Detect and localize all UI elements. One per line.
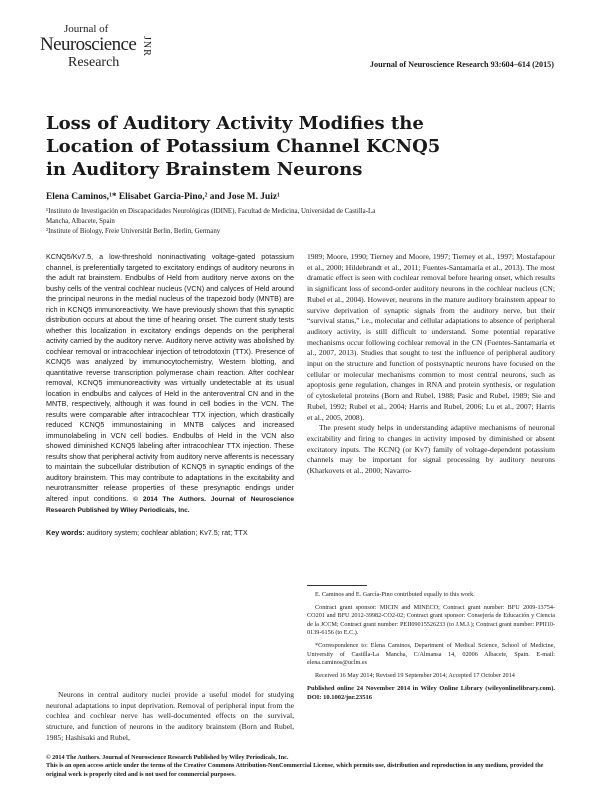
footnotes [307, 591, 555, 706]
footnote-dates: Received 16 May 2014; Revised 19 September 2014; Accepted 17 October 2014 [315, 671, 515, 679]
introduction-left-column [46, 690, 294, 744]
footer-copyright: © 2014 The Authors. Journal of Neuroscience Research Published by Wiley Periodicals, Inc. [46, 754, 289, 761]
logo-line-journal-of: Journal of [64, 23, 109, 35]
author-list: Elena Caminos,¹* Elisabet Garcia-Pino,² and Jose M. Juiz¹ [46, 192, 280, 202]
affiliation-1: ¹Instituto de Investigación en Discapacidades Neurológicas (IDINE), Facultad de Medicina, Universidad de Castilla-La Mancha, Albacete, Spain [46, 208, 376, 225]
footnote-correspondence: *Correspondence to: Elena Caminos, Department of Medical Science, School of Medicine, University of Castilla-La Mancha, C/Almansa 14, 02006 Albacete, Spain. E-mail: elena.caminos@uclm.es [307, 641, 555, 667]
keywords-text: auditory system; cochlear ablation; Kv7.5; rat; TTX [86, 528, 248, 537]
intro-paragraph: Neurons in central auditory nuclei provide a useful model for studying neuronal adaptations to input deprivation. Removal of peripheral input from the cochlea and cochlear nerve has well-documented effects on the survival, structure, and function of neurons in the auditory brainstem (Born and Rubel, 1985; Hashisaki and Rubel, [46, 690, 294, 742]
footnote-divider [307, 585, 367, 586]
abstract-text: KCNQ5/Kv7.5, a low-threshold noninactivating voltage-gated potassium channel, is preferentially targeted to excitatory endings of auditory neurons in the adult rat brainstem. Endbulbs of Held from auditory nerve axons on the bushy cells of the ventral cochlear nucleus (VCN) and calyces of Held around the principal neurons in the medial nucleus of the trapezoid body (MNTB) are rich in KCNQ5 immunoreactivity. We have previously shown that this synaptic distribution occurs at about the time of hearing onset. The current study tests whether this localization in excitatory endings depends on the peripheral activity carried by the auditory nerve. Auditory nerve activity was abolished by cochlear removal or intracochlear injection of tetrodotoxin (TTX). Presence of KCNQ5 was analyzed by immunocytochemistry, Western blotting, and quantitative reverse transcription polymerase chain reaction. After cochlear removal, KCNQ5 immunoreactivity was virtually undetectable at its usual location in endbulbs and calyces of Held in the anteroventral CN and in the MNTB, respectively, although it was found in cell bodies in the VCN. The results were comparable after intracochlear TTX injection, which drastically reduced KCNQ5 immunostaining in MNTB calyces and increased immunolabeling in VCN cell bodies. Endbulbs of Held in the VCN also showed diminished KCNQ5 labeling after intracochlear TTX injection. These results show that peripheral activity from auditory nerve afferents is necessary to maintain the subcellular distribution of KCNQ5 in synaptic endings of the auditory brainstem. This may contribute to adaptations in the excitability and neurotransmitter release properties of these presynaptic endings under altered input conditions. [46, 252, 294, 503]
footnote-published: Published online 24 November 2014 in Wiley Online Library (wileyonlinelibrary.com). DOI: 10.1002/jnr.23516 [307, 685, 555, 702]
body-paragraph-2: The present study helps in understanding adaptive mechanisms of neuronal excitability and firing to changes in activity imposed by diminished or absent excitatory inputs. The KCNQ (or Kv7) family of voltage-dependent potassium channels may be important for signal processing by auditory neurons (Kharkovets et al., 2000; Navarro- [307, 423, 555, 476]
body-paragraph-1: 1989; Moore, 1990; Tierney and Moore, 1997; Tierney et al., 1997; Mostafapour et al., 2000; Hildebrandt et al., 2011; Fuentes-Santamaría et al., 2013). The most dramatic effect is seen with cochlear removal before hearing onset, which results in significant loss of second-order auditory neurons in the cochlear nucleus (CN; Rubel et al., 2004). However, neurons in the mature auditory brainstem appear to survive deprivation of synaptic signals from the auditory nerve, but their “survival status,” i.e., molecular and cellular adaptations to absence of peripheral auditory activity, is still difficult to understand. Some potential reparative mechanisms occur following cochlear removal in the CN (Fuentes-Santamaría et al., 2007, 2013). Studies that sought to test the influence of peripheral auditory input on the structure and function of postsynaptic neurons have focused on the cellular or molecular mechanisms common to most central neurons, such as apoptosis gene regulation, changes in RNA and protein synthesis, or regulation of cytoskeletal proteins (Born and Rubel, 1988; Pasic and Rubel, 1989; Sie and Rubel, 1992; Rubel et al., 2004; Harris and Rubel, 2006; Lu et al., 2007; Harris et al., 2005, 2008). [307, 252, 555, 422]
keywords-label: Key words: [46, 528, 85, 537]
logo-jnr: JNR [141, 36, 152, 57]
footnote-equal-contribution: E. Caminos and E. García-Pino contributed equally to this work. [315, 591, 475, 598]
abstract-copyright: © 2014 The Authors. Journal of Neuroscience Research Published by Wiley Periodicals, Inc. [46, 495, 295, 514]
abstract [46, 252, 294, 517]
page-footer [46, 754, 556, 779]
right-column-text [307, 252, 555, 477]
logo-line-neuroscience: Neuroscience [40, 34, 137, 55]
article-title: Loss of Auditory Activity Modifies the Location of Potassium Channel KCNQ5 in Auditory Brainstem Neurons [46, 113, 441, 180]
logo-line-research: Research [68, 55, 120, 70]
footer-license: This is an open access article under the terms of the Creative Commons Attribution-NonCommercial License, which permits use, distribution and reproduction in any medium, provided the original work is properly cited and is not used for commercial purposes. [46, 762, 544, 778]
journal-citation: Journal of Neuroscience Research 93:604–614 (2015) [369, 60, 554, 69]
affiliation-2: ²Institute of Biology, Freie Universität Berlin, Berlin, Germany [46, 228, 221, 235]
journal-logo [40, 23, 152, 90]
keywords [46, 528, 294, 539]
affiliations [46, 207, 376, 237]
footnote-grants: Contract grant sponsor: MICIN and MINECO; Contract grant number: BFU 2009-13754-CO201 and BFU 2012-39982-CO2-02; Contract grant sponsor: Consejería de Educación y Ciencia de la JCCM; Contract grant number: PEII09015526233 (to J.M.J.); Contract grant number: PPII10-0139-6156 (to E.C.). [307, 603, 555, 637]
